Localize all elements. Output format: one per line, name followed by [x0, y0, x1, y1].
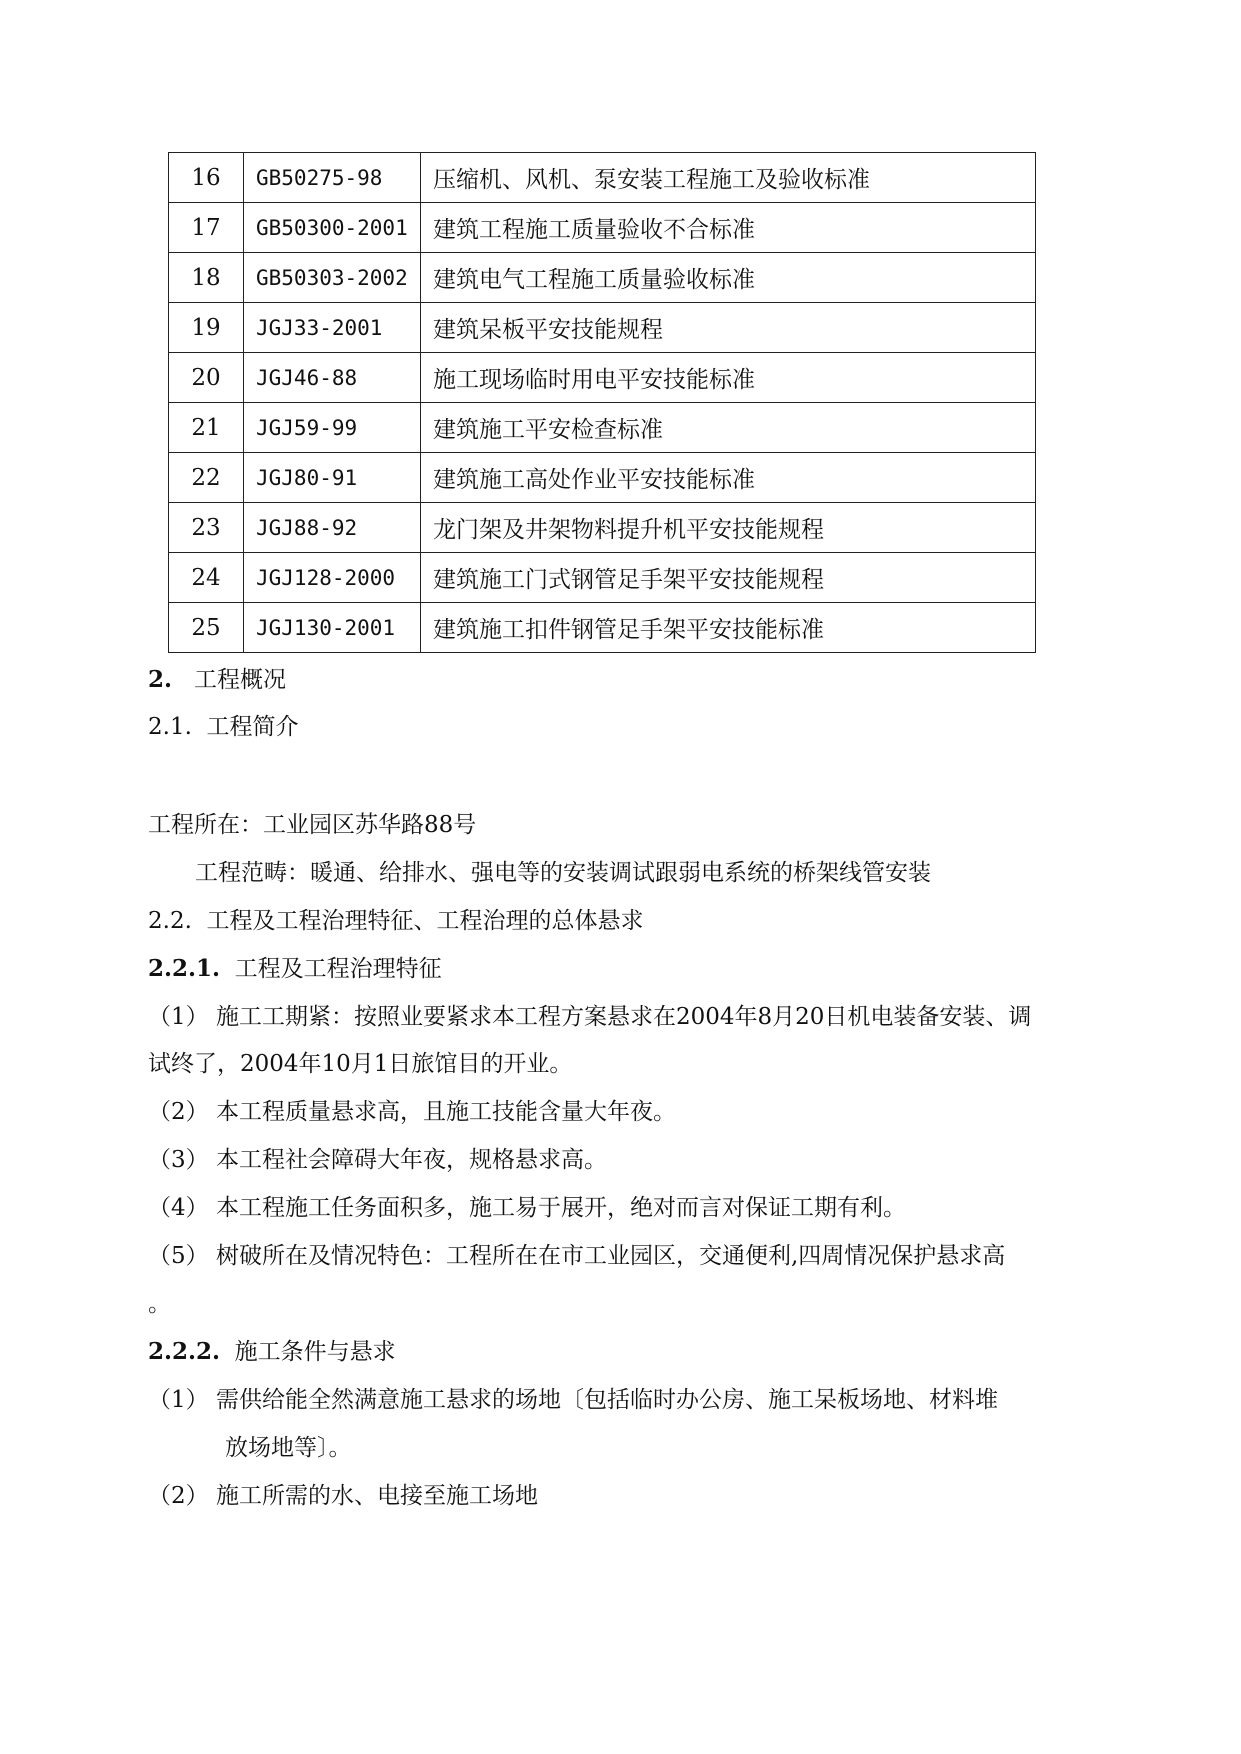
feature-5-continuation: 。: [148, 1291, 171, 1317]
condition-2-mark: （2）: [148, 1483, 209, 1509]
feature-5-mark: （5）: [148, 1243, 209, 1269]
feature-3-mark: （3）: [148, 1147, 209, 1173]
feature-item-4: [148, 1193, 906, 1223]
standard-title: 压缩机、风机、泵安装工程施工及验收标准: [421, 153, 1036, 203]
standard-title: 建筑工程施工质量验收不合标准: [421, 203, 1036, 253]
row-number: 21: [169, 403, 244, 453]
table-row: [169, 203, 1036, 253]
table-row: [169, 403, 1036, 453]
standard-title: 建筑电气工程施工质量验收标准: [421, 253, 1036, 303]
standard-code: JGJ59-99: [244, 403, 421, 453]
table-row: [169, 253, 1036, 303]
standard-code: JGJ88-92: [244, 503, 421, 553]
section-2-2-title: 工程及工程治理特征、工程治理的总体悬求: [206, 908, 644, 934]
feature-1-continuation: 试终了，2004年10月1日旅馆目的开业。: [148, 1051, 573, 1077]
section-2-1-title: 工程简介: [206, 714, 299, 740]
row-number: 23: [169, 503, 244, 553]
feature-2-text: 本工程质量悬求高，且施工技能含量大年夜。: [215, 1099, 676, 1125]
condition-1-text: 需供给能全然满意施工悬求的场地〔包括临时办公房、施工呆板场地、材料堆: [215, 1387, 998, 1413]
standard-code: JGJ130-2001: [244, 603, 421, 653]
standard-code: JGJ128-2000: [244, 553, 421, 603]
section-2-2-1-heading: [148, 954, 442, 984]
row-number: 20: [169, 353, 244, 403]
standard-code: JGJ33-2001: [244, 303, 421, 353]
condition-item-1: [148, 1385, 998, 1415]
row-number: 25: [169, 603, 244, 653]
table-row: [169, 303, 1036, 353]
table-row: [169, 153, 1036, 203]
feature-item-2: [148, 1097, 676, 1127]
standard-title: 建筑施工门式钢管足手架平安技能规程: [421, 553, 1036, 603]
feature-item-3: [148, 1145, 607, 1175]
section-2-heading: [148, 665, 286, 695]
section-2-2-1-title: 工程及工程治理特征: [234, 956, 442, 982]
section-2-2-2-heading: [148, 1337, 396, 1367]
feature-1-text: 施工工期紧：按照业要紧求本工程方案悬求在2004年8月20日机电装备安装、调: [215, 1004, 1032, 1030]
feature-4-text: 本工程施工任务面积多，施工易于展开，绝对而言对保证工期有利。: [215, 1195, 906, 1221]
standard-title: 建筑施工高处作业平安技能标准: [421, 453, 1036, 503]
section-2-2-heading: [148, 906, 644, 936]
feature-item-5: [148, 1241, 1005, 1271]
section-2-1-number: 2.1.: [148, 714, 192, 740]
feature-4-mark: （4）: [148, 1195, 209, 1221]
project-scope: 工程范畴：暖通、给排水、强电等的安装调试跟弱电系统的桥架线管安装: [195, 860, 931, 886]
standard-title: 建筑施工扣件钢管足手架平安技能标准: [421, 603, 1036, 653]
feature-5-text: 树破所在及情况特色：工程所在在市工业园区，交通便利,四周情况保护悬求高: [215, 1243, 1006, 1269]
section-2-2-2-number: 2.2.2.: [148, 1338, 221, 1365]
feature-3-text: 本工程社会障碍大年夜，规格悬求高。: [215, 1147, 607, 1173]
section-2-2-2-title: 施工条件与悬求: [234, 1339, 396, 1365]
table-row: [169, 603, 1036, 653]
standard-title: 建筑施工平安检查标准: [421, 403, 1036, 453]
standard-code: GB50300-2001: [244, 203, 421, 253]
row-number: 24: [169, 553, 244, 603]
section-2-title: 工程概况: [193, 667, 286, 693]
standard-code: JGJ80-91: [244, 453, 421, 503]
section-2-1-heading: [148, 712, 299, 742]
table-row: [169, 553, 1036, 603]
section-2-number: 2.: [148, 666, 173, 693]
standard-code: JGJ46-88: [244, 353, 421, 403]
condition-item-2: [148, 1481, 538, 1511]
standard-title: 建筑呆板平安技能规程: [421, 303, 1036, 353]
project-location: 工程所在：工业园区苏华路88号: [148, 812, 477, 838]
row-number: 16: [169, 153, 244, 203]
standard-code: GB50303-2002: [244, 253, 421, 303]
standard-title: 龙门架及井架物料提升机平安技能规程: [421, 503, 1036, 553]
standards-table: [168, 152, 1036, 653]
standard-title: 施工现场临时用电平安技能标准: [421, 353, 1036, 403]
table-row: [169, 353, 1036, 403]
feature-item-1: [148, 1002, 1031, 1032]
condition-2-text: 施工所需的水、电接至施工场地: [215, 1483, 538, 1509]
row-number: 22: [169, 453, 244, 503]
feature-2-mark: （2）: [148, 1099, 209, 1125]
row-number: 17: [169, 203, 244, 253]
section-2-2-1-number: 2.2.1.: [148, 955, 221, 982]
feature-1-mark: （1）: [148, 1004, 209, 1030]
section-2-2-number: 2.2.: [148, 908, 192, 934]
condition-1-mark: （1）: [148, 1387, 209, 1413]
row-number: 19: [169, 303, 244, 353]
standard-code: GB50275-98: [244, 153, 421, 203]
table-row: [169, 503, 1036, 553]
condition-1-continuation: 放场地等〕。: [225, 1435, 352, 1461]
row-number: 18: [169, 253, 244, 303]
table-row: [169, 453, 1036, 503]
